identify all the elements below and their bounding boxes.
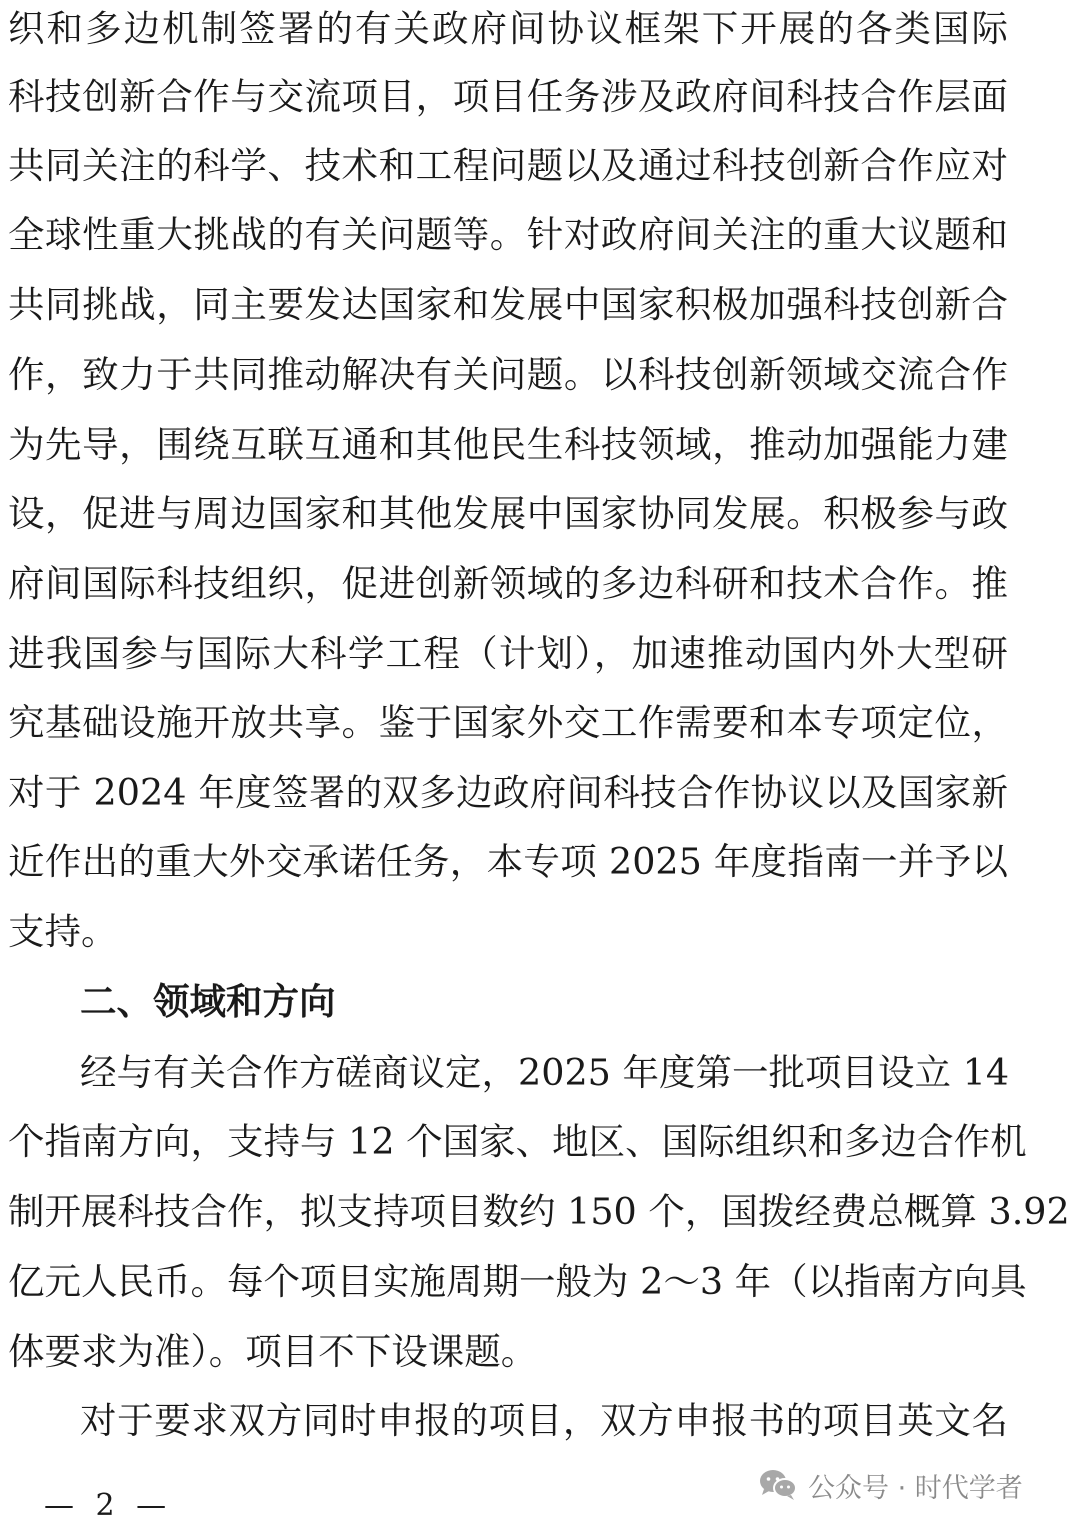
text-line: 进我国参与国际大科学工程（计划），加速推动国内外大型研	[8, 632, 1008, 675]
text-line: 设，促进与周边国家和其他发展中国家协同发展。积极参与政	[8, 492, 1008, 535]
text-line: 对于要求双方同时申报的项目，双方申报书的项目英文名	[80, 1399, 1008, 1442]
text-line: 制开展科技合作，拟支持项目数约 150 个，国拨经费总概算 3.92	[8, 1190, 1070, 1233]
section-heading: 二、领域和方向	[80, 980, 336, 1023]
text-line: 府间国际科技组织，促进创新领域的多边科研和技术合作。推	[8, 562, 1008, 605]
text-line: 究基础设施开放共享。鉴于国家外交工作需要和本专项定位，	[8, 701, 1008, 744]
wechat-icon	[758, 1468, 798, 1502]
page-number: — 2 —	[44, 1488, 173, 1523]
watermark	[758, 1463, 1023, 1507]
text-line: 为先导，围绕互联互通和其他民生科技领域，推动加强能力建	[8, 423, 1008, 466]
text-line: 织和多边机制签署的有关政府间协议框架下开展的各类国际	[8, 7, 1008, 50]
text-line: 对于 2024 年度签署的双多边政府间科技合作协议以及国家新	[8, 771, 1008, 814]
text-line: 支持。	[8, 910, 118, 953]
text-line: 共同挑战，同主要发达国家和发展中国家积极加强科技创新合	[8, 283, 1008, 326]
text-line: 全球性重大挑战的有关问题等。针对政府间关注的重大议题和	[8, 213, 1008, 256]
watermark-text: 公众号 · 时代学者	[808, 1472, 1023, 1504]
text-line: 近作出的重大外交承诺任务，本专项 2025 年度指南一并予以	[8, 840, 1008, 883]
text-line: 经与有关合作方磋商议定，2025 年度第一批项目设立 14	[80, 1051, 1010, 1094]
text-line: 个指南方向，支持与 12 个国家、地区、国际组织和多边合作机	[8, 1120, 1027, 1163]
text-line: 科技创新合作与交流项目，项目任务涉及政府间科技合作层面	[8, 75, 1008, 118]
text-line: 共同关注的科学、技术和工程问题以及通过科技创新合作应对	[8, 144, 1008, 187]
text-line: 作，致力于共同推动解决有关问题。以科技创新领域交流合作	[8, 353, 1008, 396]
text-line: 亿元人民币。每个项目实施周期一般为 2～3 年（以指南方向具	[8, 1260, 1027, 1303]
text-line: 体要求为准）。项目不下设课题。	[8, 1330, 538, 1373]
